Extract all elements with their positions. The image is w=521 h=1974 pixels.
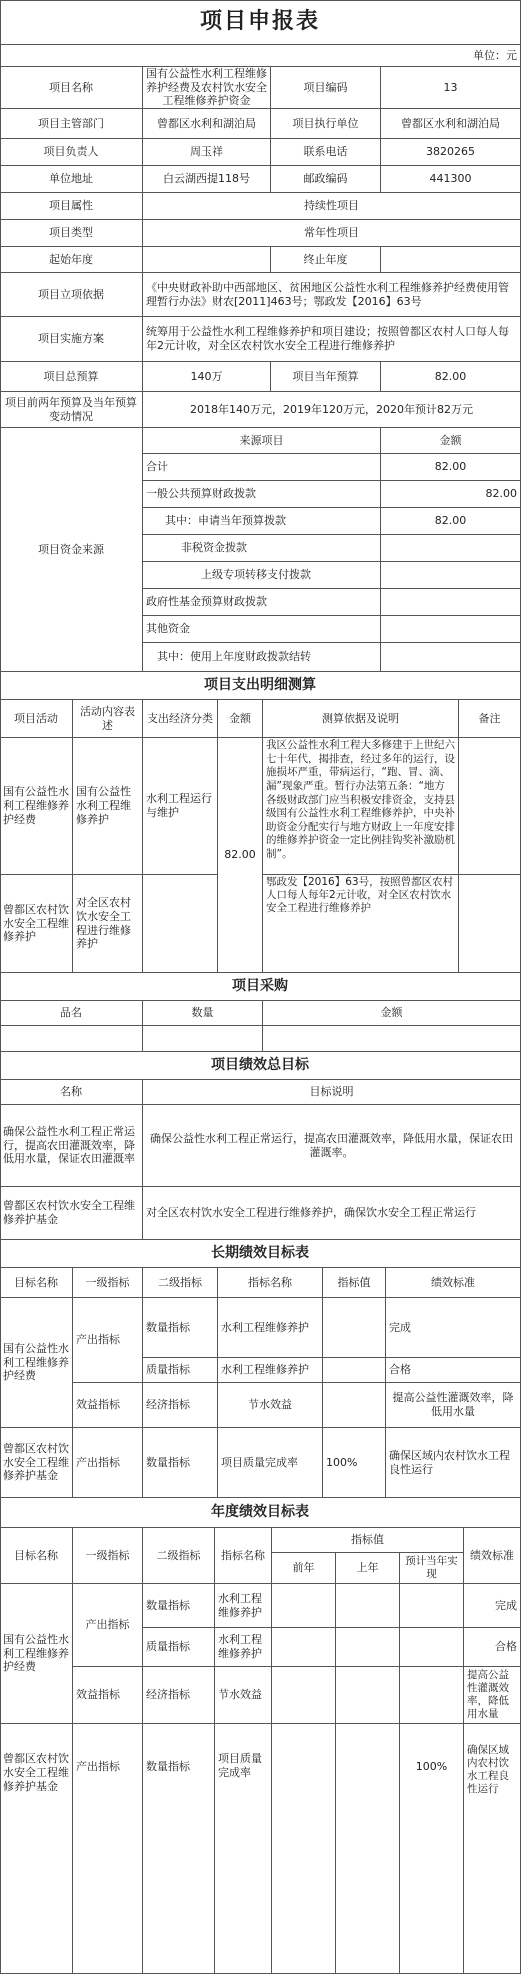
plan-label: 项目实施方案 <box>0 317 143 362</box>
exp-activity: 曾都区农村饮水安全工程维修养护 <box>0 875 73 973</box>
overall-title: 项目绩效总目标 <box>0 1052 521 1080</box>
an-header: 一级指标 <box>73 1528 143 1584</box>
plan-value: 统筹用于公益性水利工程维修养护和项目建设；按照曾都区农村人口每人每年2元计收，对全区农村饮水安全工程进行维修养护 <box>143 317 521 362</box>
an-prev2 <box>272 1628 336 1667</box>
lt-level2: 经济指标 <box>143 1383 218 1428</box>
project-code-value: 13 <box>381 67 521 109</box>
exp-note <box>459 875 521 973</box>
an-header: 前年 <box>272 1553 336 1584</box>
an-current <box>400 1628 464 1667</box>
lt-level2: 质量指标 <box>143 1358 218 1383</box>
funding-row-name: 一般公共预算财政拨款 <box>143 481 381 508</box>
lt-indicator: 水利工程维修养护 <box>218 1358 323 1383</box>
lt-level1: 产出指标 <box>73 1428 143 1498</box>
funding-row-amount <box>381 643 521 672</box>
lt-level1: 产出指标 <box>73 1298 143 1383</box>
owner-label: 项目负责人 <box>0 139 143 166</box>
overall-header: 名称 <box>0 1080 143 1105</box>
exp-amount: 82.00 <box>218 738 263 973</box>
lt-header: 目标名称 <box>0 1268 73 1298</box>
exec-value: 曾都区水利和湖泊局 <box>381 109 521 139</box>
page-title: 项目申报表 <box>0 0 521 45</box>
project-name-label: 项目名称 <box>0 67 143 109</box>
unit-label: 单位：元 <box>0 45 521 67</box>
dept-value: 曾都区水利和湖泊局 <box>143 109 271 139</box>
exp-header: 测算依据及说明 <box>263 700 459 738</box>
funding-row-amount <box>381 562 521 589</box>
exp-basis: 鄂政发【2016】63号，按照曾都区农村人口每人每年2元计收，对全区农村饮水安全工程进行维修养护 <box>263 875 459 973</box>
an-prev1 <box>336 1628 400 1667</box>
type-value: 常年性项目 <box>143 220 521 247</box>
addr-value: 白云湖西提118号 <box>143 166 271 193</box>
funding-src-header: 来源项目 <box>143 428 381 454</box>
lt-value <box>323 1298 386 1358</box>
proc-cell <box>0 1026 143 1052</box>
overall-name: 曾都区农村饮水安全工程维修养护基金 <box>0 1187 143 1240</box>
exp-header: 项目活动 <box>0 700 73 738</box>
lt-header: 一级指标 <box>73 1268 143 1298</box>
budget-change-label: 项目前两年预算及当年预算变动情况 <box>0 392 143 428</box>
funding-row-amount <box>381 616 521 643</box>
funding-row-amount: 82.00 <box>381 481 521 508</box>
exp-activity: 国有公益性水利工程维修养护经费 <box>0 738 73 875</box>
project-code-label: 项目编码 <box>271 67 381 109</box>
lt-level2: 数量指标 <box>143 1428 218 1498</box>
exp-header: 活动内容表述 <box>73 700 143 738</box>
zip-value: 441300 <box>381 166 521 193</box>
an-current <box>400 1584 464 1628</box>
funding-row-amount: 82.00 <box>381 454 521 481</box>
funding-label: 项目资金来源 <box>0 428 143 672</box>
an-standard: 确保区域内农村饮水工程良性运行 <box>464 1724 521 1974</box>
lt-indicator: 节水效益 <box>218 1383 323 1428</box>
an-header: 目标名称 <box>0 1528 73 1584</box>
overall-desc: 确保公益性水利工程正常运行，提高农田灌溉效率，降低用水量，保证农田灌溉率。 <box>143 1105 521 1187</box>
an-prev2 <box>272 1667 336 1724</box>
an-header: 二级指标 <box>143 1528 215 1584</box>
proc-header: 金额 <box>263 1001 521 1026</box>
funding-row-name: 其他资金 <box>143 616 381 643</box>
zip-label: 邮政编码 <box>271 166 381 193</box>
budget-change-value: 2018年140万元，2019年120万元，2020年预计82万元 <box>143 392 521 428</box>
an-current <box>400 1667 464 1724</box>
exp-basis: 我区公益性水利工程大多修建于上世纪六七十年代，揭排查，经过多年的运行，设施损坏严重，带病运行，“跑、冒、滴、漏”现象严重。暂行办法第五条：“地方各级财政部门应当积极安排资金，支持县级国有公益性水利工程维修养护，中央补助资金分配实行与地方财政上一年度安排的维修养护资金一定比例挂钩奖补激励机制”。 <box>263 738 459 875</box>
exp-note <box>459 738 521 875</box>
expenditure-title: 项目支出明细测算 <box>0 672 521 700</box>
funding-row-name: 政府性基金预算财政拨款 <box>143 589 381 616</box>
overall-desc: 对全区农村饮水安全工程进行维修养护，确保饮水安全工程正常运行 <box>143 1187 521 1240</box>
addr-label: 单位地址 <box>0 166 143 193</box>
funding-row-name: 上级专项转移支付拨款 <box>143 562 381 589</box>
owner-value: 周玉祥 <box>143 139 271 166</box>
type-label: 项目类型 <box>0 220 143 247</box>
funding-row-name: 其中：使用上年度财政拨款结转 <box>143 643 381 672</box>
funding-row-amount <box>381 589 521 616</box>
an-standard: 合格 <box>464 1628 521 1667</box>
an-indicator: 水利工程维修养护 <box>215 1628 272 1667</box>
an-level1: 效益指标 <box>73 1667 143 1724</box>
exp-category: 水利工程运行与维护 <box>143 738 218 875</box>
lt-value <box>323 1358 386 1383</box>
an-prev2 <box>272 1584 336 1628</box>
proc-header: 品名 <box>0 1001 143 1026</box>
exp-category <box>143 875 218 973</box>
phone-label: 联系电话 <box>271 139 381 166</box>
lt-target: 国有公益性水利工程维修养护经费 <box>0 1298 73 1428</box>
exec-label: 项目执行单位 <box>271 109 381 139</box>
lt-standard: 合格 <box>386 1358 521 1383</box>
dept-label: 项目主管部门 <box>0 109 143 139</box>
overall-header: 目标说明 <box>143 1080 521 1105</box>
exp-content: 国有公益性水利工程维修养护 <box>73 738 143 875</box>
lt-indicator: 项目质量完成率 <box>218 1428 323 1498</box>
an-target: 国有公益性水利工程维修养护经费 <box>0 1584 73 1724</box>
exp-content: 对全区农村饮水安全工程进行维修养护 <box>73 875 143 973</box>
attr-value: 持续性项目 <box>143 193 521 220</box>
exp-header: 备注 <box>459 700 521 738</box>
lt-standard: 确保区域内农村饮水工程良性运行 <box>386 1428 521 1498</box>
an-header: 绩效标准 <box>464 1528 521 1584</box>
start-year-label: 起始年度 <box>0 247 143 273</box>
an-level2: 经济指标 <box>143 1667 215 1724</box>
an-level1: 产出指标 <box>73 1584 143 1667</box>
funding-row-name: 合计 <box>143 454 381 481</box>
an-standard: 完成 <box>464 1584 521 1628</box>
an-prev1 <box>336 1724 400 1974</box>
funding-row-name: 非税资金拨款 <box>143 535 381 562</box>
lt-value <box>323 1383 386 1428</box>
funding-row-amount <box>381 535 521 562</box>
lt-header: 二级指标 <box>143 1268 218 1298</box>
attr-label: 项目属性 <box>0 193 143 220</box>
lt-level2: 数量指标 <box>143 1298 218 1358</box>
exp-header: 支出经济分类 <box>143 700 218 738</box>
phone-value: 3820265 <box>381 139 521 166</box>
an-prev1 <box>336 1667 400 1724</box>
lt-value: 100% <box>323 1428 386 1498</box>
an-indicator: 水利工程维修养护 <box>215 1584 272 1628</box>
an-header: 预计当年实现 <box>400 1553 464 1584</box>
end-year-value <box>381 247 521 273</box>
an-indicator: 项目质量完成率 <box>215 1724 272 1974</box>
basis-value: 《中央财政补助中西部地区、贫困地区公益性水利工程维修养护经费使用管理暂行办法》财农[2011]463号；鄂政发【2016】63号 <box>143 273 521 317</box>
overall-name: 确保公益性水利工程正常运行，提高农田灌溉效率，降低用水量，保证农田灌溉率 <box>0 1105 143 1187</box>
lt-target: 曾都区农村饮水安全工程维修养护基金 <box>0 1428 73 1498</box>
lt-header: 绩效标准 <box>386 1268 521 1298</box>
lt-header: 指标值 <box>323 1268 386 1298</box>
longterm-title: 长期绩效目标表 <box>0 1240 521 1268</box>
start-year-value <box>143 247 271 273</box>
an-current: 100% <box>400 1724 464 1974</box>
funding-row-amount: 82.00 <box>381 508 521 535</box>
procurement-title: 项目采购 <box>0 973 521 1001</box>
proc-cell <box>143 1026 263 1052</box>
lt-standard: 提高公益性灌溉效率，降低用水量 <box>386 1383 521 1428</box>
an-level2: 数量指标 <box>143 1724 215 1974</box>
lt-standard: 完成 <box>386 1298 521 1358</box>
total-budget-value: 140万 <box>143 362 271 392</box>
an-level2: 数量指标 <box>143 1584 215 1628</box>
an-header: 上年 <box>336 1553 400 1584</box>
an-header: 指标值 <box>272 1528 464 1553</box>
an-indicator: 节水效益 <box>215 1667 272 1724</box>
annual-title: 年度绩效目标表 <box>0 1498 521 1528</box>
lt-level1: 效益指标 <box>73 1383 143 1428</box>
an-header: 指标名称 <box>215 1528 272 1584</box>
year-budget-label: 项目当年预算 <box>271 362 381 392</box>
funding-row-name: 其中：申请当年预算拨款 <box>143 508 381 535</box>
an-target: 曾都区农村饮水安全工程维修养护基金 <box>0 1724 73 1974</box>
an-prev1 <box>336 1584 400 1628</box>
an-standard: 提高公益性灌溉效率，降低用水量 <box>464 1667 521 1724</box>
an-level1: 产出指标 <box>73 1724 143 1974</box>
proc-cell <box>263 1026 521 1052</box>
total-budget-label: 项目总预算 <box>0 362 143 392</box>
exp-header: 金额 <box>218 700 263 738</box>
lt-indicator: 水利工程维修养护 <box>218 1298 323 1358</box>
end-year-label: 终止年度 <box>271 247 381 273</box>
an-level2: 质量指标 <box>143 1628 215 1667</box>
funding-amt-header: 金额 <box>381 428 521 454</box>
an-prev2 <box>272 1724 336 1974</box>
lt-header: 指标名称 <box>218 1268 323 1298</box>
project-name-value: 国有公益性水利工程维修养护经费及农村饮水安全工程维修养护资金 <box>143 67 271 109</box>
basis-label: 项目立项依据 <box>0 273 143 317</box>
proc-header: 数量 <box>143 1001 263 1026</box>
year-budget-value: 82.00 <box>381 362 521 392</box>
